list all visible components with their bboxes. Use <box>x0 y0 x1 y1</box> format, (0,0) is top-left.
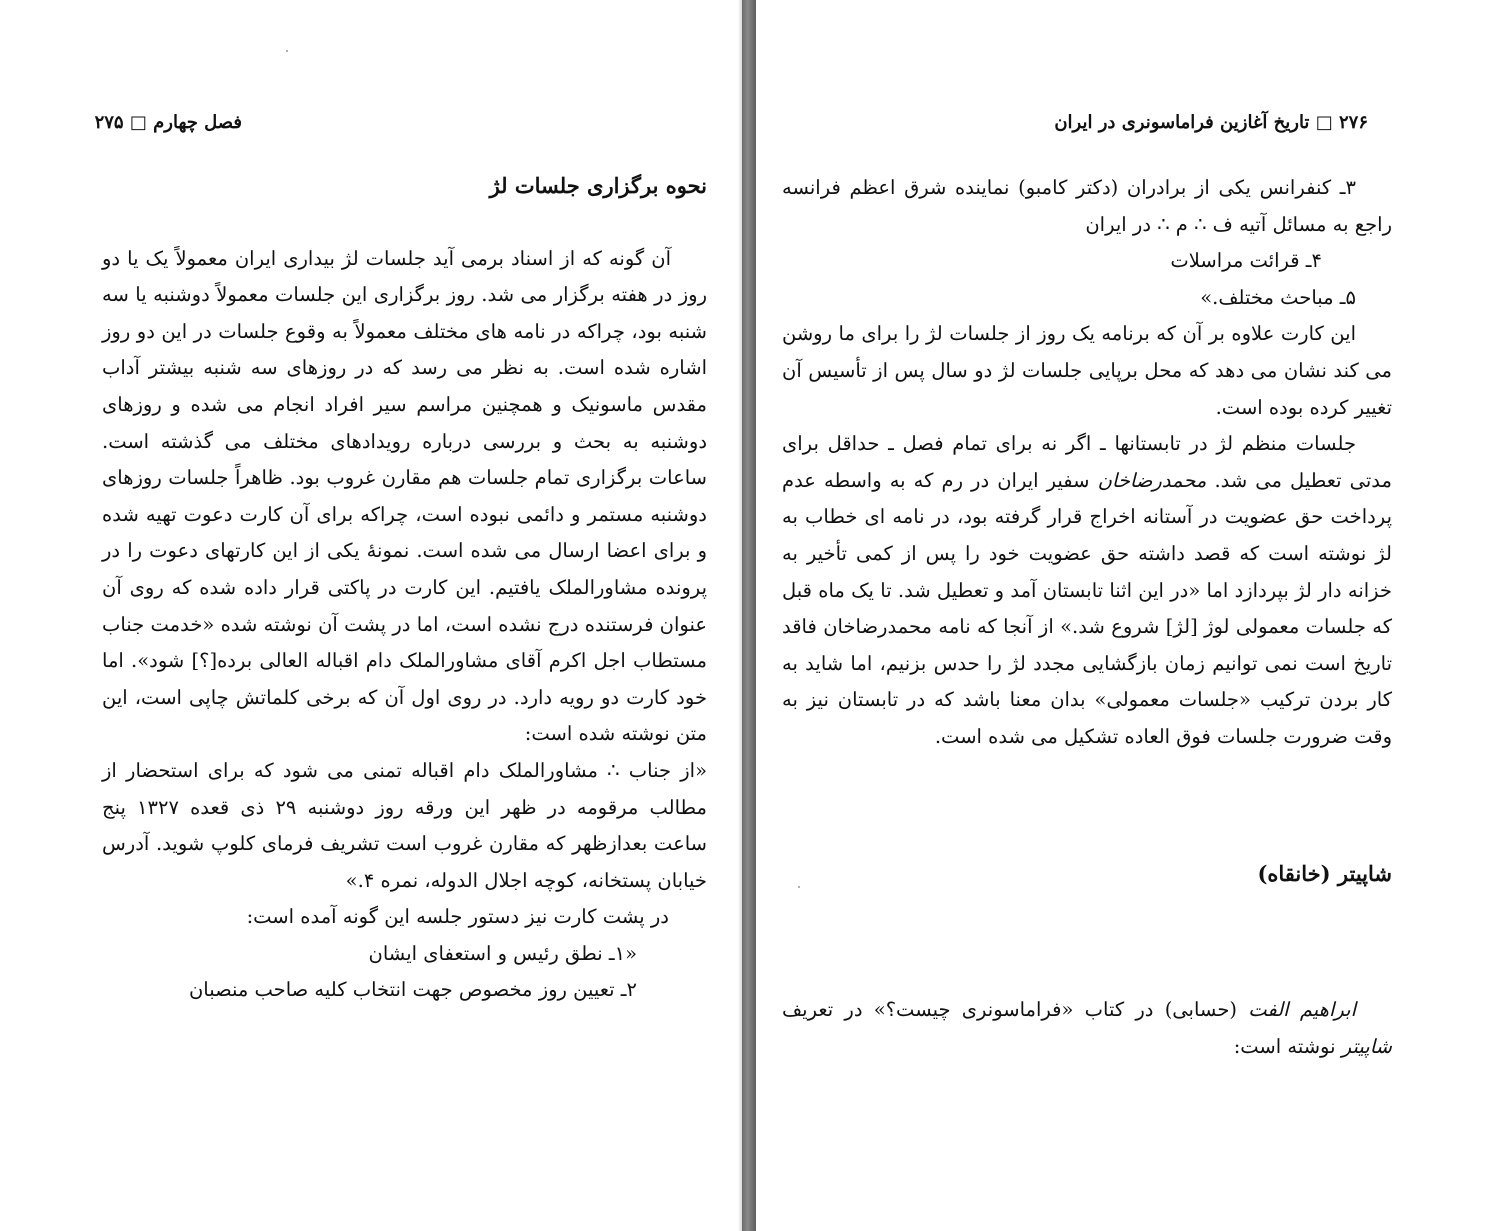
right-paragraph-3-part-b: نوشته است: <box>1233 1034 1336 1058</box>
spacer <box>102 205 707 241</box>
left-paragraph-1: آن گونه که از اسناد برمی آید جلسات لژ بیداری ایران معمولاً یک یا دو روز در هفته برگزار می شد. روز برگزاری این جلسات معمولاً دوشنبه یا سه شنبه بود، چراکه در نامه های مختلف معمولاً به وقوع جلسات در این دو روز اشاره شده است. به نظر می رسد که در روزهای سه شنبه بیشتر آداب مقدس ماسونیک و همچنین مراسم سیر افراد انجام می شده و روزهای دوشنبه به بحث و بررسی درباره رویدادهای مختلف می گذشته است. ساعات برگزاری تمام جلسات هم مقارن غروب بود. ظاهراً جلسات روزهای دوشنبه مستمر و دائمی نبوده است، چراکه برای آن کارت دعوت تهیه شده و برای اعضا ارسال می شده است. نمونهٔ یکی از این کارتهای دعوت را در پرونده مشاورالملک یافتیم. این کارت در پاکتی قرار داده شده که روی آن عنوان فرستنده درج نشده است، اما در پشت آن نوشته شده «خدمت جناب مستطاب اجل اکرم آقای مشاورالملک دام اقباله العالی برده[؟] شود». اما خود کارت دو رویه دارد. در روی اول آن که برخی کلماتش چاپی است، این متن نوشته شده است: <box>102 246 707 746</box>
right-agenda-4: ۴ـ قرائت مراسلات <box>1170 249 1322 273</box>
print-speck <box>798 886 800 888</box>
right-section-title: شاپیتر (خانقاه) <box>1257 860 1392 886</box>
left-quote: «از جناب ∴ مشاورالملک دام اقباله تمنی می شود که برای استحضار از مطالب مرقومه در ظهر این ورقه روز دوشنبه ۲۹ ذی قعده ۱۳۲۷ پنج ساعت بعدازظهر که مقارن غروب است تشریف فرمای کلوپ شوید. آدرس خیابان پستخانه، کوچه اجلال الدوله، نمره ۴.» <box>102 758 707 892</box>
right-text-block <box>782 170 1392 1065</box>
right-paragraph-2-part-a: جلسات منظم لژ در تابستانها ـ اگر نه برای تمام فصل ـ حداقل برای مدتی تعطیل می شد. <box>782 432 1392 492</box>
right-paragraph-1: این کارت علاوه بر آن که برنامه یک روز از جلسات لژ را برای ما روشن می کند نشان می دهد که محل برپایی جلسات لژ دو سال پس از تأسیس آن تغییر کرده بوده است. <box>782 322 1392 419</box>
print-speck <box>286 50 288 52</box>
right-paragraph-2 <box>782 426 1392 755</box>
book-gutter <box>742 0 756 1231</box>
left-section-title: نحوه برگزاری جلسات لژ <box>489 173 707 198</box>
right-paragraph-2-name: محمدرضاخان <box>1097 468 1207 492</box>
right-paragraph-2-part-b: سفیر ایران در رم که به واسطه عدم پرداخت حق عضویت در آستانه اخراج قرار گرفته بود، در نامه ای خطاب به لژ نوشته است که قصد داشته حق عضویت خود را پس از کمی تأخیر به خزانه دار لژ بپردازد اما «در این اثنا تابستان آمد و تعطیل شد. تا یک ماه قبل که جلسات معمولی لوژ [لژ] شروع شد.» از آنجا که نامه محمدرضاخان فاقد تاریخ است نمی توانیم زمان بازگشایی مجدد لژ را حدس بزنیم، اما شاید به کار بردن ترکیب «جلسات معمولی» بدان معنا باشد که در تابستان نیز به وقت ضرورت جلسات فوق العاده تشکیل می شده است. <box>782 468 1392 748</box>
left-agenda-1: «۱ـ نطق رئیس و استعفای ایشان <box>368 941 637 965</box>
right-paragraph-3-name: ابراهیم الفت <box>1248 998 1356 1022</box>
right-paragraph-3-term: شاپیتر <box>1341 1034 1392 1058</box>
spacer <box>782 756 1392 856</box>
right-paragraph-3 <box>782 992 1392 1065</box>
left-text-block <box>102 168 707 1009</box>
right-running-head: ۲۷۶ □ تاریخ آغازین فراماسونری در ایران <box>1054 112 1368 133</box>
right-paragraph-3-part-a: (حسابی) در کتاب «فراماسونری چیست؟» در تعریف <box>782 998 1237 1022</box>
right-agenda-3: ۳ـ کنفرانس یکی از برادران (دکتر کامبو) نماینده شرق اعظم فرانسه راجع به مسائل آتیه ف ∴ م ∴ در ایران <box>782 176 1392 236</box>
left-agenda-2: ۲ـ تعیین روز مخصوص جهت انتخاب کلیه صاحب منصبان <box>188 978 637 1002</box>
left-page <box>0 0 742 1231</box>
left-back-intro: در پشت کارت نیز دستور جلسه این گونه آمده است: <box>246 905 669 929</box>
left-running-head: فصل چهارم □ ۲۷۵ <box>94 112 242 133</box>
spacer <box>782 892 1392 992</box>
right-agenda-5: ۵ـ مباحث مختلف.» <box>1200 285 1356 309</box>
right-page <box>756 0 1498 1231</box>
